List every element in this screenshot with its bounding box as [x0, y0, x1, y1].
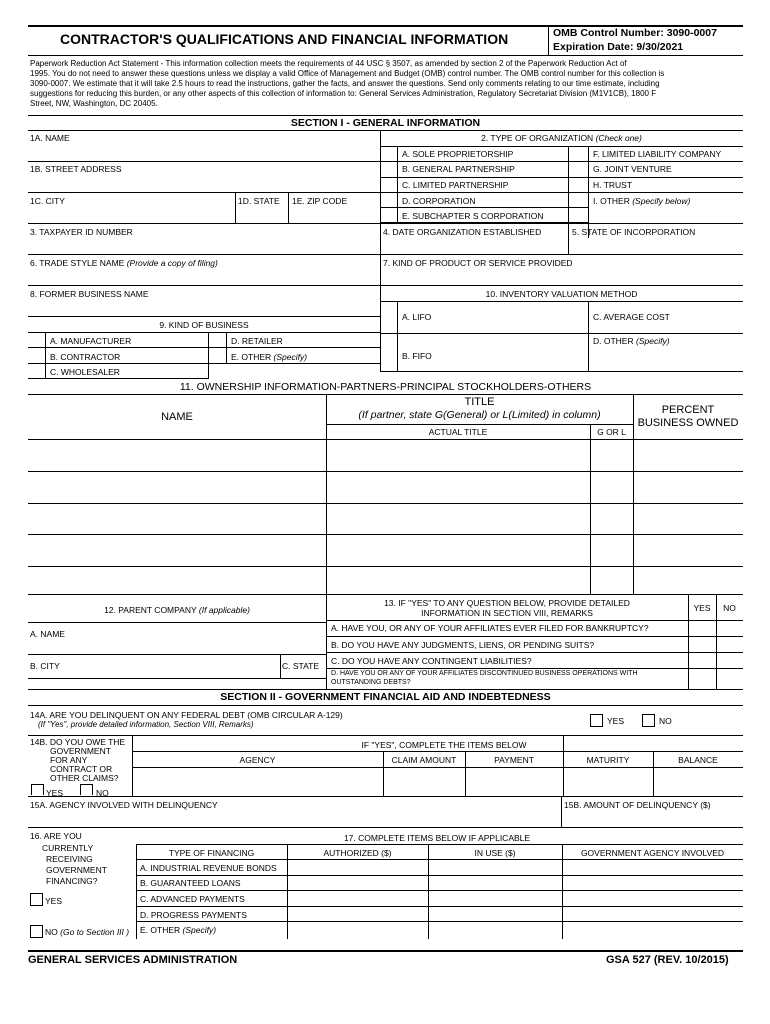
q16-line-3: RECEIVING [46, 854, 93, 864]
financing-advanced-payments: C. ADVANCED PAYMENTS [140, 894, 245, 904]
taxpayer-input[interactable] [30, 240, 379, 254]
actual-title-header: ACTUAL TITLE [428, 427, 488, 437]
g-or-l-header: G OR L [597, 427, 626, 437]
business-contractor[interactable]: B. CONTRACTOR [50, 352, 121, 362]
q13-d-1: D. HAVE YOU OR ANY OF YOUR AFFILIATES DISCONTINUED BUSINESS OPERATIONS WITH [331, 670, 638, 677]
inventory-average-cost[interactable]: C. AVERAGE COST [593, 312, 670, 322]
q13-a: A. HAVE YOU, OR ANY OF YOUR AFFILIATES EVER FILED FOR BANKRUPTCY? [331, 623, 649, 633]
parent-name-label: A. NAME [30, 629, 65, 639]
q14b-yes-checkbox[interactable] [31, 784, 44, 795]
org-trust[interactable]: H. TRUST [593, 180, 633, 190]
org-limited-partnership[interactable]: C. LIMITED PARTNERSHIP [402, 180, 509, 190]
claim-amount-header: CLAIM AMOUNT [391, 755, 457, 765]
q13-d-2: OUTSTANDING DEBTS? [331, 679, 411, 686]
q13-b: B. DO YOU HAVE ANY JUDGMENTS, LIENS, OR PENDING SUITS? [331, 640, 595, 650]
org-a-checkbox[interactable] [385, 148, 396, 159]
q13-title-2: INFORMATION IN SECTION VIII, REMARKS [421, 608, 593, 618]
taxpayer-label: 3. TAXPAYER ID NUMBER [30, 227, 133, 237]
paperwork-line-5: Street, NW, Washington, DC 20405. [30, 99, 158, 108]
ownership-percent-header: PERCENT BUSINESS OWNED [637, 404, 739, 429]
street-label: 1B. STREET ADDRESS [30, 164, 122, 174]
financing-progress-payments: D. PROGRESS PAYMENTS [140, 910, 247, 920]
q16-no-checkbox[interactable] [30, 925, 43, 938]
parent-state-label: C. STATE [282, 661, 319, 671]
org-type-label: 2. TYPE OF ORGANIZATION (Check one) [481, 133, 642, 143]
footer-form-number: GSA 527 (REV. 10/2015) [606, 954, 729, 966]
q14a-no-label: NO [659, 716, 672, 726]
footer-agency: GENERAL SERVICES ADMINISTRATION [28, 954, 238, 966]
trade-style-label: 6. TRADE STYLE NAME (Provide a copy of filing) [30, 258, 218, 268]
parent-company-label: 12. PARENT COMPANY (If applicable) [104, 605, 250, 615]
business-manufacturer[interactable]: A. MANUFACTURER [50, 336, 132, 346]
date-established-label: 4. DATE ORGANIZATION ESTABLISHED [383, 227, 542, 237]
q13-no-header: NO [723, 603, 736, 613]
paperwork-line-1: Paperwork Reduction Act Statement - This information collection meets the requirements of 44 USC § 3507, as amended by section 2 of the Paperwork Reduction Act of [30, 59, 627, 68]
q14a-no-checkbox[interactable] [642, 714, 655, 727]
product-label: 7. KIND OF PRODUCT OR SERVICE PROVIDED [383, 258, 573, 268]
zip-label: 1E. ZIP CODE [292, 196, 348, 206]
q14b-no-label: NO [96, 788, 109, 798]
q16-line-4: GOVERNMENT [46, 865, 107, 875]
parent-city-label: B. CITY [30, 661, 60, 671]
name-label: 1A. NAME [30, 133, 70, 143]
business-retailer[interactable]: D. RETAILER [231, 336, 283, 346]
q14b-line-1: 14B. DO YOU OWE THE [30, 737, 126, 747]
q17-label: 17. COMPLETE ITEMS BELOW IF APPLICABLE [343, 833, 531, 843]
q16-no-label: NO (Go to Section III ) [45, 927, 130, 937]
payment-header: PAYMENT [494, 755, 534, 765]
financing-guaranteed-loans: B. GUARANTEED LOANS [140, 878, 241, 888]
gov-agency-header: GOVERNMENT AGENCY INVOLVED [580, 848, 725, 858]
q14b-line-4: CONTRACT OR [50, 764, 113, 774]
omb-number: OMB Control Number: 3090-0007 [553, 27, 717, 39]
street-input[interactable] [30, 177, 379, 191]
q13-yes-header: YES [693, 603, 711, 613]
q16-line-5: FINANCING? [46, 876, 98, 886]
paperwork-line-2: 1995. You do not need to answer these questions unless we display a valid Office of Management and Budget (OMB) control number. The OMB control number for this collection is [30, 69, 665, 78]
inventory-other[interactable]: D. OTHER (Specify) [593, 336, 670, 346]
q16-yes-checkbox[interactable] [30, 893, 43, 906]
q14a-note: (If "Yes", provide detailed information, Section VIII, Remarks) [38, 720, 254, 729]
org-sole-proprietorship[interactable]: A. SOLE PROPRIETORSHIP [402, 149, 514, 159]
type-financing-header: TYPE OF FINANCING [168, 848, 255, 858]
q14b-line-3: FOR ANY [50, 755, 88, 765]
q14b-line-2: GOVERNMENT [50, 746, 111, 756]
q14a-label: 14A. ARE YOU DELINQUENT ON ANY FEDERAL DEBT (OMB CIRCULAR A-129) [30, 710, 343, 720]
inventory-fifo[interactable]: B. FIFO [402, 351, 432, 361]
section-1-title: SECTION I - GENERAL INFORMATION [290, 117, 481, 129]
section-2-title: SECTION II - GOVERNMENT FINANCIAL AID AND INDEBTEDNESS [220, 691, 551, 703]
name-input[interactable] [30, 145, 379, 159]
q16-yes-label: YES [45, 896, 63, 906]
org-subchapter-s[interactable]: E. SUBCHAPTER S CORPORATION [402, 211, 544, 221]
q14a-yes-label: YES [607, 716, 625, 726]
paperwork-line-4: suggestions for reducing this burden, or any other aspects of this collection of information to: General Services Administration, Regulatory Secretariat Division (M1V1CB), 1800 F [30, 89, 657, 98]
inventory-lifo[interactable]: A. LIFO [402, 312, 432, 322]
ownership-title-note: (If partner, state G(General) or L(Limited) in column) [358, 409, 601, 421]
q16-line-1: 16. ARE YOU [30, 831, 82, 841]
org-other[interactable]: I. OTHER (Specify below) [593, 196, 691, 206]
inventory-label: 10. INVENTORY VALUATION METHOD [485, 289, 638, 299]
financing-industrial-bonds: A. INDUSTRIAL REVENUE BONDS [140, 863, 277, 873]
if-yes-complete: IF "YES", COMPLETE THE ITEMS BELOW [361, 740, 527, 750]
city-input[interactable] [30, 208, 234, 222]
q13-c: C. DO YOU HAVE ANY CONTINGENT LIABILITIES? [331, 656, 532, 666]
q13-title-1: 13. IF "YES" TO ANY QUESTION BELOW, PROVIDE DETAILED [384, 598, 630, 608]
q14b-yes-label: YES [46, 788, 64, 798]
org-corporation[interactable]: D. CORPORATION [402, 196, 476, 206]
form-title: CONTRACTOR'S QUALIFICATIONS AND FINANCIAL INFORMATION [60, 31, 509, 47]
q15a-label: 15A. AGENCY INVOLVED WITH DELINQUENCY [30, 800, 218, 810]
ownership-title-header: TITLE [464, 396, 495, 408]
q16-line-2: CURRENTLY [42, 843, 94, 853]
expiration-date: Expiration Date: 9/30/2021 [553, 41, 684, 53]
maturity-header: MATURITY [586, 755, 630, 765]
in-use-header: IN USE ($) [474, 848, 516, 858]
org-general-partnership[interactable]: B. GENERAL PARTNERSHIP [402, 164, 515, 174]
q14b-line-5: OTHER CLAIMS? [50, 773, 119, 783]
q14b-no-checkbox[interactable] [80, 784, 93, 795]
balance-header: BALANCE [678, 755, 718, 765]
org-joint-venture[interactable]: G. JOINT VENTURE [593, 164, 672, 174]
agency-header: AGENCY [239, 755, 276, 765]
financing-other: E. OTHER (Specify) [140, 925, 217, 935]
city-label: 1C. CITY [30, 196, 65, 206]
ownership-title: 11. OWNERSHIP INFORMATION-PARTNERS-PRINCIPAL STOCKHOLDERS-OTHERS [179, 381, 592, 393]
authorized-header: AUTHORIZED ($) [323, 848, 392, 858]
org-llc[interactable]: F. LIMITED LIABILITY COMPANY [593, 149, 722, 159]
state-incorporation-label: 5. STATE OF INCORPORATION [572, 227, 696, 237]
business-wholesaler[interactable]: C. WHOLESALER [50, 367, 120, 377]
q15b-label: 15B. AMOUNT OF DELINQUENCY ($) [564, 800, 711, 810]
kind-business-label: 9. KIND OF BUSINESS [159, 320, 249, 330]
business-other[interactable]: E. OTHER (Specify) [231, 352, 308, 362]
state-label: 1D. STATE [238, 196, 280, 206]
paperwork-line-3: 3090-0007. We estimate that it will take 2.5 hours to read the instructions, gather the facts, and answer the questions. Send only comments relating to our time estimate, including [30, 79, 660, 88]
former-name-label: 8. FORMER BUSINESS NAME [30, 289, 149, 299]
ownership-name-header: NAME [161, 411, 193, 423]
q14a-yes-checkbox[interactable] [590, 714, 603, 727]
